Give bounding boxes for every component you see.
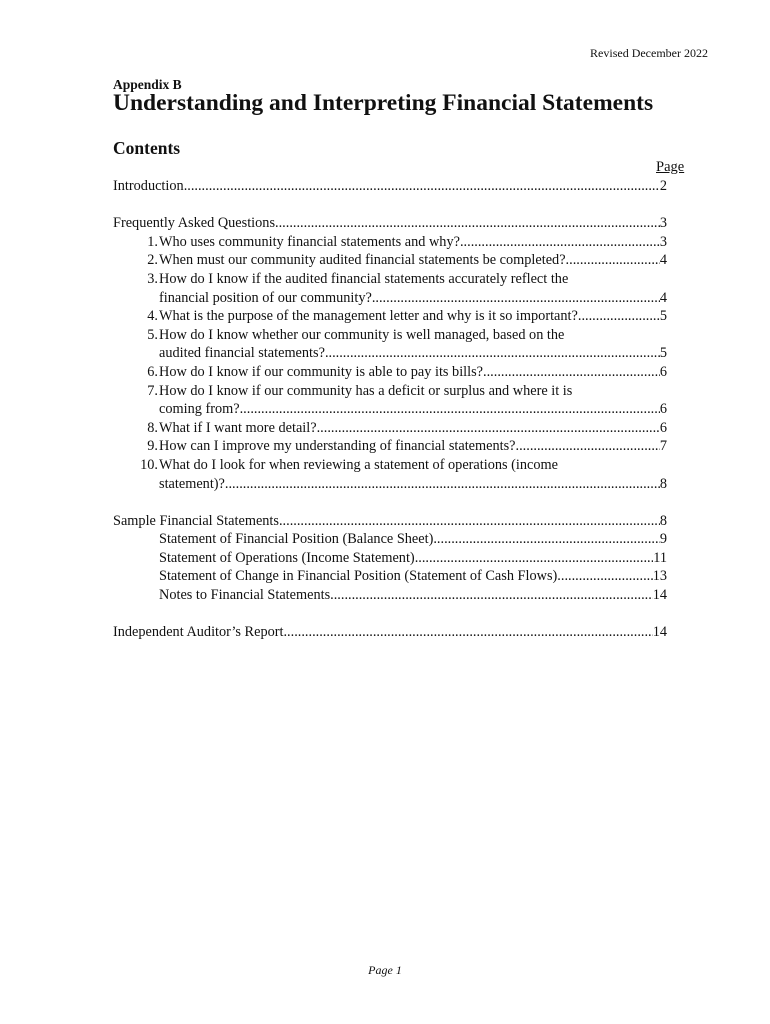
question-number: 6. [147,363,158,380]
toc-entry-sample-statements[interactable] [113,512,667,531]
toc-leader-dots [578,307,660,326]
toc-page-number: 4 [659,289,667,306]
toc-leader-dots [557,567,652,586]
toc-question-10-line1[interactable] [113,456,667,475]
toc-entry-label: Sample Financial Statements [113,512,279,529]
toc-subentry-label: Notes to Financial Statements [159,587,331,604]
toc-subentry-label: Statement of Operations (Income Statement) [159,549,415,566]
toc-question-2[interactable] [113,251,667,270]
toc-leader-dots [279,512,660,531]
toc-page-number: 6 [659,419,667,436]
question-text: How do I know if our community has a deficit or surplus and where it is [159,382,573,399]
toc-page-number: 8 [659,475,667,492]
toc-question-3-line1[interactable] [113,270,667,289]
toc-leader-dots [317,419,660,438]
question-text: What if I want more detail? [159,419,317,436]
toc-entry-label: Independent Auditor’s Report [113,624,284,641]
toc-leader-dots [325,344,660,363]
question-number: 8. [147,419,158,436]
question-number: 7. [147,382,158,399]
toc-page-number: 3 [659,215,667,232]
toc-question-5-line2[interactable] [113,344,667,363]
toc-leader-dots [415,549,654,568]
question-number: 5. [147,326,158,343]
toc-question-4[interactable] [113,307,667,326]
toc-leader-dots [240,400,660,419]
toc-question-7-line2[interactable] [113,400,667,419]
toc-leader-dots [460,233,660,252]
toc-page-number: 2 [659,178,667,194]
toc-leader-dots [516,437,660,456]
document-title: Understanding and Interpreting Financial Statements [113,90,654,116]
question-text: How can I improve my understanding of financial statements? [159,438,516,455]
toc-leader-dots [372,289,660,308]
toc-leader-dots [283,623,652,642]
toc-entry-introduction[interactable] [113,177,667,196]
toc-leader-dots [275,214,660,233]
table-of-contents [113,177,667,642]
toc-page-number: 5 [659,345,667,362]
toc-question-10-line2[interactable] [113,475,667,494]
question-number: 1. [147,233,158,250]
toc-page-number: 8 [659,512,667,529]
question-text: audited financial statements? [159,345,325,362]
question-text: statement)? [159,475,225,492]
question-number: 2. [147,252,158,269]
toc-question-9[interactable] [113,437,667,456]
toc-entry-faq[interactable] [113,214,667,233]
toc-entry-label: Introduction [113,178,184,194]
question-text: How do I know whether our community is well managed, based on the [159,326,565,343]
question-number: 3. [147,270,158,287]
toc-subentry-balance-sheet[interactable] [113,530,667,549]
question-number: 10. [140,456,158,473]
toc-page-number: 5 [659,308,667,325]
toc-question-5-line1[interactable] [113,326,667,345]
question-text: coming from? [159,401,240,418]
toc-page-number: 9 [659,531,667,548]
revised-date: Revised December 2022 [590,46,708,60]
toc-leader-dots [225,475,660,494]
toc-subentry-label: Statement of Change in Financial Position (Statement of Cash Flows) [159,568,558,585]
toc-page-number: 3 [659,233,667,250]
toc-page-number: 14 [652,624,667,641]
toc-question-8[interactable] [113,419,667,438]
toc-leader-dots [184,177,660,196]
question-text: What is the purpose of the management letter and why is it so important? [159,308,578,325]
toc-page-number: 6 [659,363,667,380]
question-text: When must our community audited financial statements be completed? [159,252,566,269]
toc-subentry-income-statement[interactable] [113,549,667,568]
question-text: What do I look for when reviewing a statement of operations (income [159,456,558,473]
toc-page-number: 7 [659,438,667,455]
toc-page-number: 4 [659,252,667,269]
contents-heading: Contents [113,138,181,158]
toc-page-number: 13 [652,568,667,585]
toc-entry-label: Frequently Asked Questions [113,215,276,232]
toc-page-number: 14 [652,587,667,604]
toc-entry-auditor-report[interactable] [113,623,667,642]
toc-subentry-label: Statement of Financial Position (Balance Sheet) [159,531,434,548]
toc-question-1[interactable] [113,233,667,252]
toc-question-7-line1[interactable] [113,382,667,401]
question-text: financial position of our community? [159,289,372,306]
toc-question-6[interactable] [113,363,667,382]
question-text: Who uses community financial statements and why? [159,233,460,250]
toc-leader-dots [433,530,659,549]
toc-subentry-cash-flows[interactable] [113,567,667,586]
question-number: 9. [147,438,158,455]
toc-subentry-notes[interactable] [113,586,667,605]
question-text: How do I know if the audited financial statements accurately reflect the [159,270,569,287]
page-column-header: Page [656,159,685,175]
appendix-label: Appendix B [113,77,182,92]
toc-leader-dots [483,363,660,382]
toc-leader-dots [330,586,653,605]
page-footer: Page 1 [368,963,402,977]
toc-leader-dots [566,251,660,270]
toc-page-number: 6 [659,401,667,418]
toc-question-3-line2[interactable] [113,289,667,308]
toc-page-number: 11 [653,549,667,566]
question-number: 4. [147,308,158,325]
question-text: How do I know if our community is able to pay its bills? [159,363,484,380]
